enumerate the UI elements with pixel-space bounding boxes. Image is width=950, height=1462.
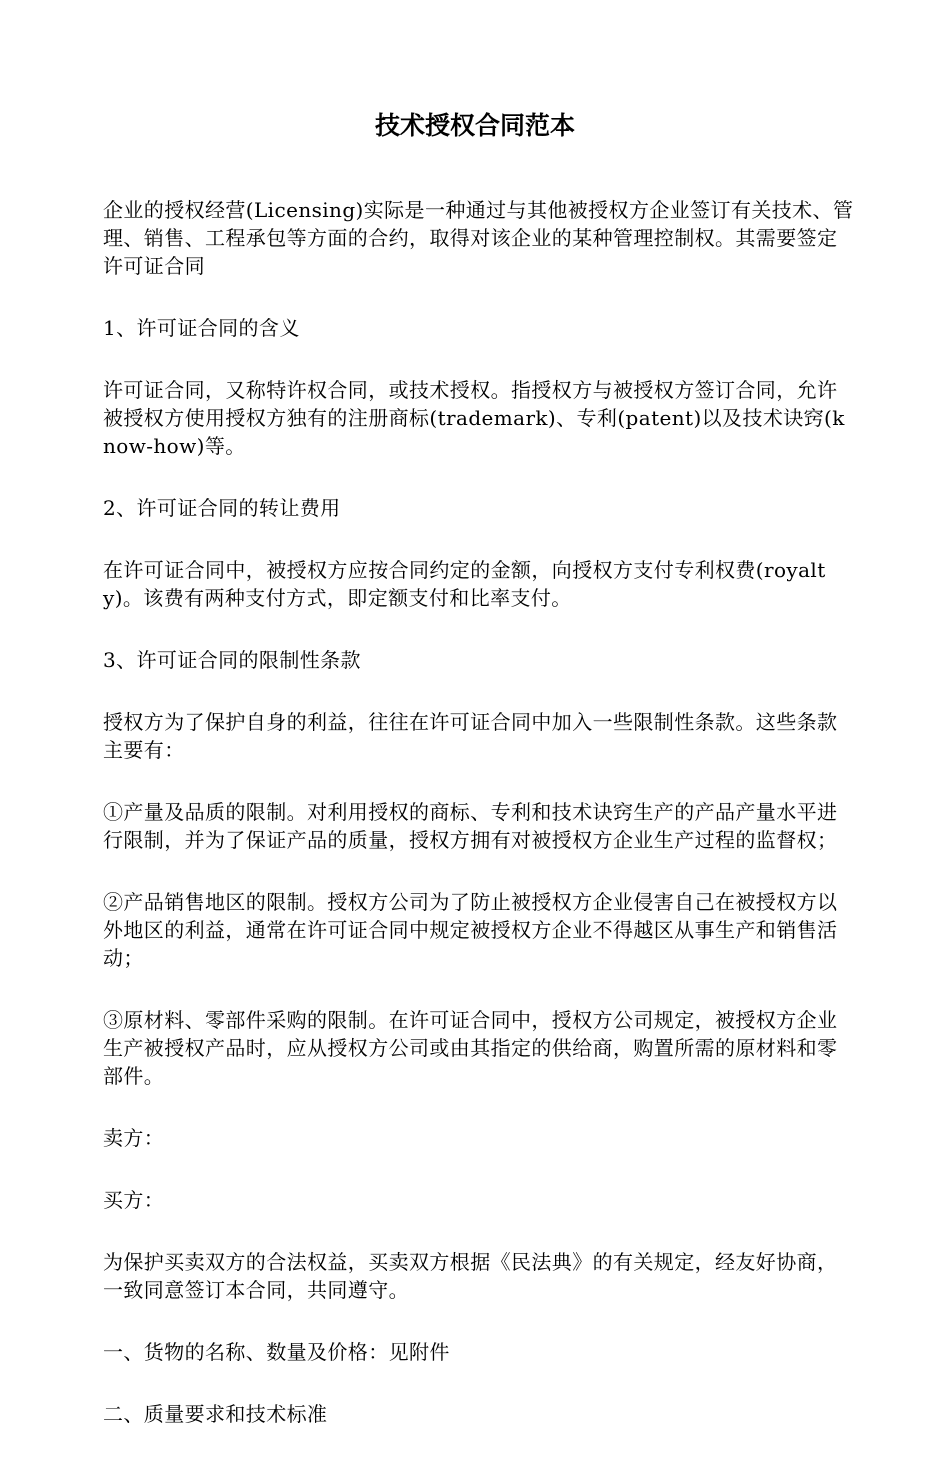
clause-2-heading: 二、质量要求和技术标准 — [103, 1402, 328, 1426]
contract-preamble: 为保护买卖双方的合法权益，买卖双方根据《民法典》的有关规定，经友好协商，一致同意签订本合同，共同遵守。 — [103, 1250, 838, 1302]
section-heading-2: 2、许可证合同的转让费用 — [103, 496, 341, 520]
section-paragraph-3: 授权方为了保护自身的利益，往往在许可证合同中加入一些限制性条款。这些条款主要有： — [103, 710, 838, 762]
restriction-item-1: ①产量及品质的限制。对利用授权的商标、专利和技术诀窍生产的产品产量水平进行限制，并为了保证产品的质量，授权方拥有对被授权方企业生产过程的监督权； — [103, 800, 838, 852]
section-paragraph-1: 许可证合同，又称特许权合同，或技术授权。指授权方与被授权方签订合同，允许被授权方使用授权方独有的注册商标(trademark)、专利(patent)以及技术诀窍(know-how)等。 — [103, 378, 845, 458]
section-paragraph-2: 在许可证合同中，被授权方应按合同约定的金额，向授权方支付专利权费(royalty)。该费有两种支付方式，即定额支付和比率支付。 — [103, 558, 826, 610]
document-title: 技术授权合同范本 — [374, 111, 575, 140]
restriction-item-2: ②产品销售地区的限制。授权方公司为了防止被授权方企业侵害自己在被授权方以外地区的利益，通常在许可证合同中规定被授权方企业不得越区从事生产和销售活动； — [103, 890, 838, 970]
seller-line: 卖方： — [103, 1126, 165, 1150]
section-heading-1: 1、许可证合同的含义 — [103, 316, 300, 340]
buyer-line: 买方： — [103, 1188, 165, 1212]
document-body — [103, 196, 855, 1462]
restriction-item-3: ③原材料、零部件采购的限制。在许可证合同中，授权方公司规定，被授权方企业生产被授权产品时，应从授权方公司或由其指定的供给商，购置所需的原材料和零部件。 — [103, 1008, 838, 1088]
section-heading-3: 3、许可证合同的限制性条款 — [103, 648, 361, 672]
clause-1-heading: 一、货物的名称、数量及价格：见附件 — [103, 1340, 450, 1364]
intro-paragraph: 企业的授权经营(Licensing)实际是一种通过与其他被授权方企业签订有关技术、管理、销售、工程承包等方面的合约，取得对该企业的某种管理控制权。其需要签定许可证合同 — [103, 198, 854, 278]
